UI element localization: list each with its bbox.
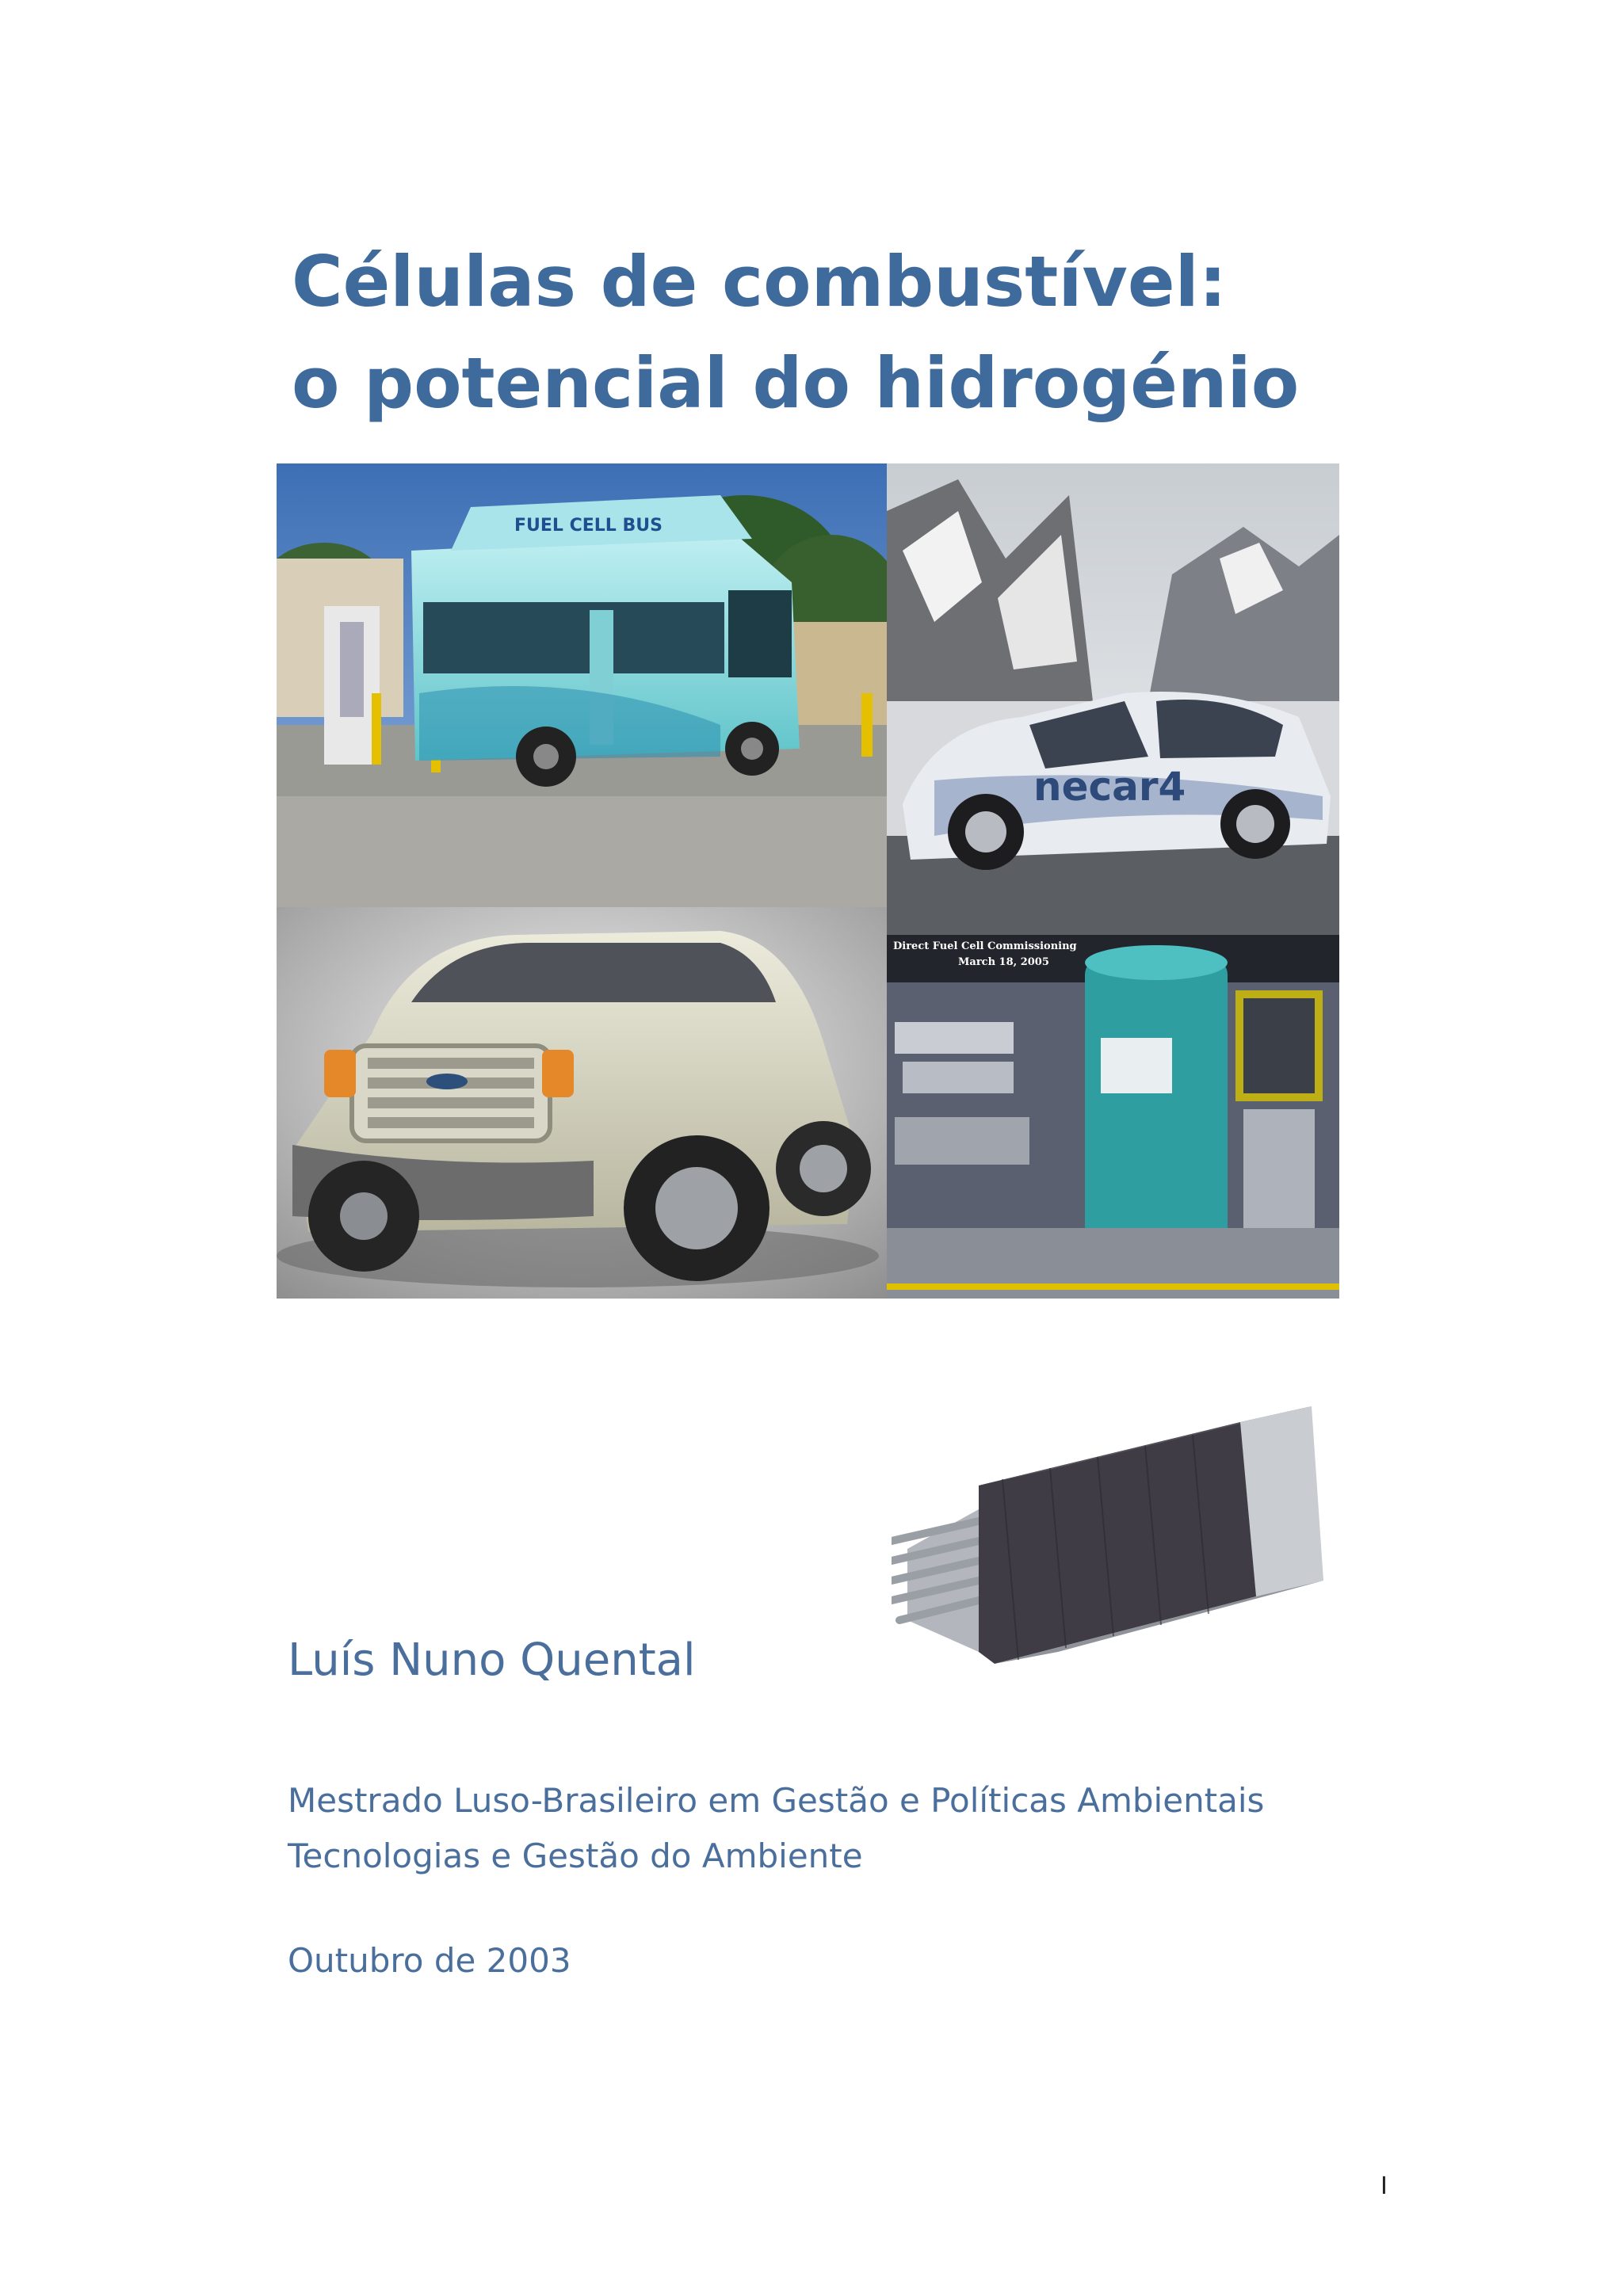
necar4-decal-text: necar4	[1033, 764, 1186, 810]
page-number: I	[1381, 2172, 1388, 2200]
necar4-car-photo	[887, 463, 1339, 935]
plant-date-text: March 18, 2005	[958, 956, 1049, 968]
author-name: Luís Nuno Quental	[288, 1634, 696, 1686]
cover-photo-collage	[277, 463, 1339, 1299]
publication-date: Outubro de 2003	[288, 1941, 571, 1980]
program-info	[288, 1773, 1264, 1884]
document-title	[292, 231, 1401, 434]
title-line-2: o potencial do hidrogénio	[292, 342, 1300, 424]
program-line-2: Tecnologias e Gestão do Ambiente	[288, 1836, 863, 1875]
fuel-cell-plant-photo	[887, 935, 1339, 1299]
concept-suv-photo	[277, 907, 887, 1299]
fuel-cell-bus-photo	[277, 463, 887, 907]
bus-sign-text: FUEL CELL BUS	[514, 516, 663, 536]
fuel-cell-stack-image	[892, 1390, 1323, 1668]
title-line-1: Células de combustível:	[292, 241, 1227, 322]
program-line-1: Mestrado Luso-Brasileiro em Gestão e Políticas Ambientais	[288, 1781, 1265, 1820]
plant-caption-text: Direct Fuel Cell Commissioning	[893, 940, 1077, 952]
